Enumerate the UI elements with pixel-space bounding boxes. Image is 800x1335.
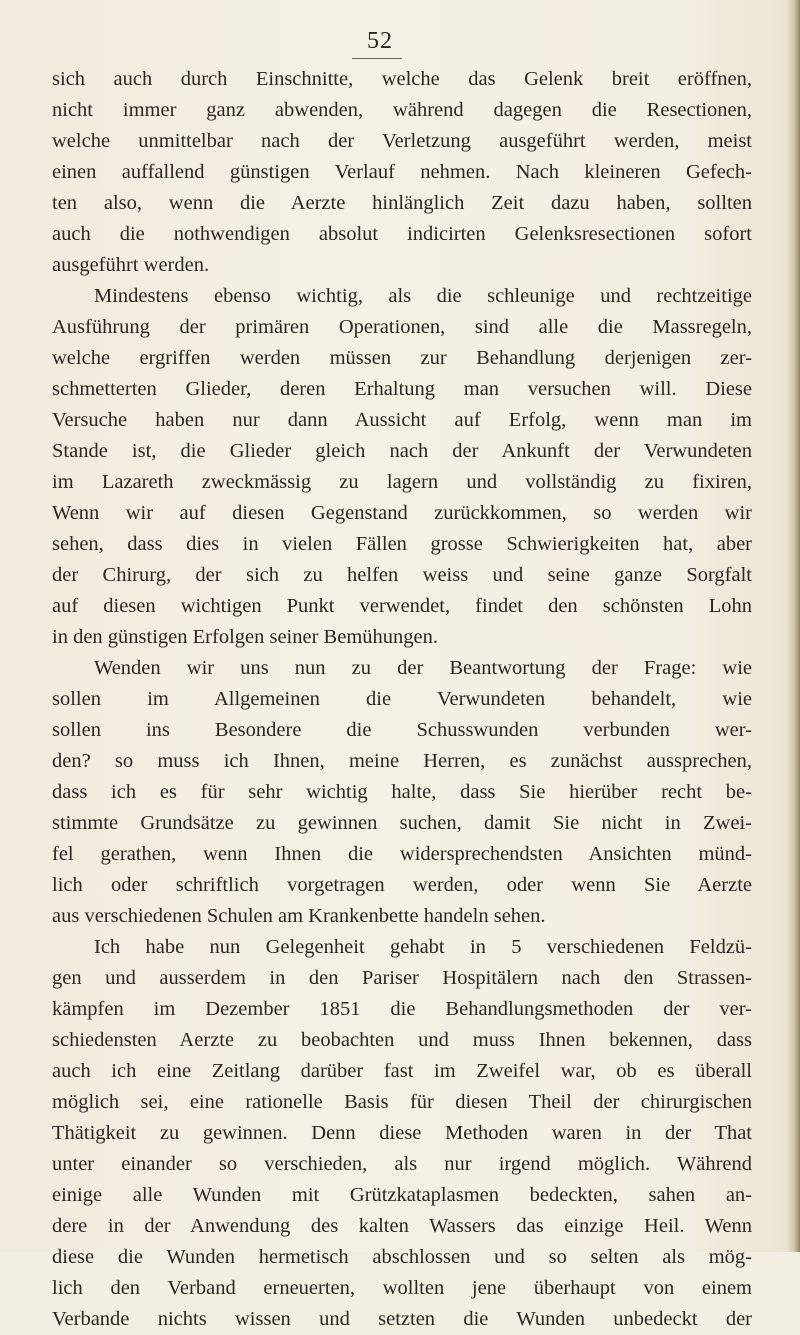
- text-line: in den günstigen Erfolgen seiner Bemühungen.: [52, 626, 438, 648]
- page-number: 52: [367, 28, 393, 54]
- text-line: ausgeführt werden.: [52, 254, 210, 276]
- text-line: einige alle Wunden mit Grützkataplasmen bedeckten, sahen an-: [52, 1184, 752, 1206]
- text-line: aus verschiedenen Schulen am Krankenbette handeln sehen.: [52, 905, 546, 927]
- text-line: lich oder schriftlich vorgetragen werden, oder wenn Sie Aerzte: [52, 874, 752, 896]
- text-line: sich auch durch Einschnitte, welche das Gelenk breit eröffnen,: [52, 68, 752, 90]
- text-line: einen auffallend günstigen Verlauf nehmen. Nach kleineren Gefech-: [52, 161, 752, 183]
- text-line: im Lazareth zweckmässig zu lagern und vollständig zu fixiren,: [52, 471, 752, 493]
- text-line: unter einander so verschieden, als nur irgend möglich. Während: [52, 1153, 752, 1175]
- text-line: stimmte Grundsätze zu gewinnen suchen, damit Sie nicht in Zwei-: [52, 812, 752, 834]
- text-line: Ich habe nun Gelegenheit gehabt in 5 verschiedenen Feldzü-: [94, 936, 752, 958]
- text-line: kämpfen im Dezember 1851 die Behandlungsmethoden der ver-: [52, 998, 752, 1020]
- text-line: Verbande nichts wissen und setzten die Wunden unbedeckt der: [52, 1308, 752, 1330]
- text-line: der Chirurg, der sich zu helfen weiss und seine ganze Sorgfalt: [52, 564, 752, 586]
- text-line: diese die Wunden hermetisch abschlossen und so selten als mög-: [52, 1246, 752, 1268]
- body-text: [52, 64, 752, 1335]
- text-line: fel gerathen, wenn Ihnen die widersprechendsten Ansichten münd-: [52, 843, 752, 865]
- text-line: auch ich eine Zeitlang darüber fast im Zweifel war, ob es überall: [52, 1060, 752, 1082]
- text-line: Wenn wir auf diesen Gegenstand zurückkommen, so werden wir: [52, 502, 752, 524]
- text-line: dere in der Anwendung des kalten Wassers das einzige Heil. Wenn: [52, 1215, 752, 1237]
- text-line: lich den Verband erneuerten, wollten jene überhaupt von einem: [52, 1277, 752, 1299]
- text-line: schmetterten Glieder, deren Erhaltung man versuchen will. Diese: [52, 378, 752, 400]
- text-line: welche unmittelbar nach der Verletzung ausgeführt werden, meist: [52, 130, 752, 152]
- page-number-underline: [352, 58, 402, 59]
- text-line: sollen im Allgemeinen die Verwundeten behandelt, wie: [52, 688, 752, 710]
- text-line: Mindestens ebenso wichtig, als die schleunige und rechtzeitige: [94, 285, 752, 307]
- text-line: Wenden wir uns nun zu der Beantwortung der Frage: wie: [94, 657, 752, 679]
- text-line: den? so muss ich Ihnen, meine Herren, es zunächst aussprechen,: [52, 750, 752, 772]
- text-line: nicht immer ganz abwenden, während dagegen die Resectionen,: [52, 99, 752, 121]
- text-line: ten also, wenn die Aerzte hinlänglich Zeit dazu haben, sollten: [52, 192, 752, 214]
- text-line: welche ergriffen werden müssen zur Behandlung derjenigen zer-: [52, 347, 752, 369]
- text-line: möglich sei, eine rationelle Basis für diesen Theil der chirurgischen: [52, 1091, 752, 1113]
- text-line: dass ich es für sehr wichtig halte, dass Sie hierüber recht be-: [52, 781, 752, 803]
- text-line: schiedensten Aerzte zu beobachten und muss Ihnen bekennen, dass: [52, 1029, 752, 1051]
- text-line: Ausführung der primären Operationen, sind alle die Massregeln,: [52, 316, 752, 338]
- text-line: Versuche haben nur dann Aussicht auf Erfolg, wenn man im: [52, 409, 752, 431]
- text-line: Thätigkeit zu gewinnen. Denn diese Methoden waren in der That: [52, 1122, 752, 1144]
- text-line: gen und ausserdem in den Pariser Hospitälern nach den Strassen-: [52, 967, 752, 989]
- text-line: sehen, dass dies in vielen Fällen grosse Schwierigkeiten hat, aber: [52, 533, 752, 555]
- page-edge-shadow: [786, 0, 800, 1252]
- text-line: sollen ins Besondere die Schusswunden verbunden wer-: [52, 719, 752, 741]
- text-line: auch die nothwendigen absolut indicirten Gelenksresectionen sofort: [52, 223, 752, 245]
- text-line: auf diesen wichtigen Punkt verwendet, findet den schönsten Lohn: [52, 595, 752, 617]
- text-line: Stande ist, die Glieder gleich nach der Ankunft der Verwundeten: [52, 440, 752, 462]
